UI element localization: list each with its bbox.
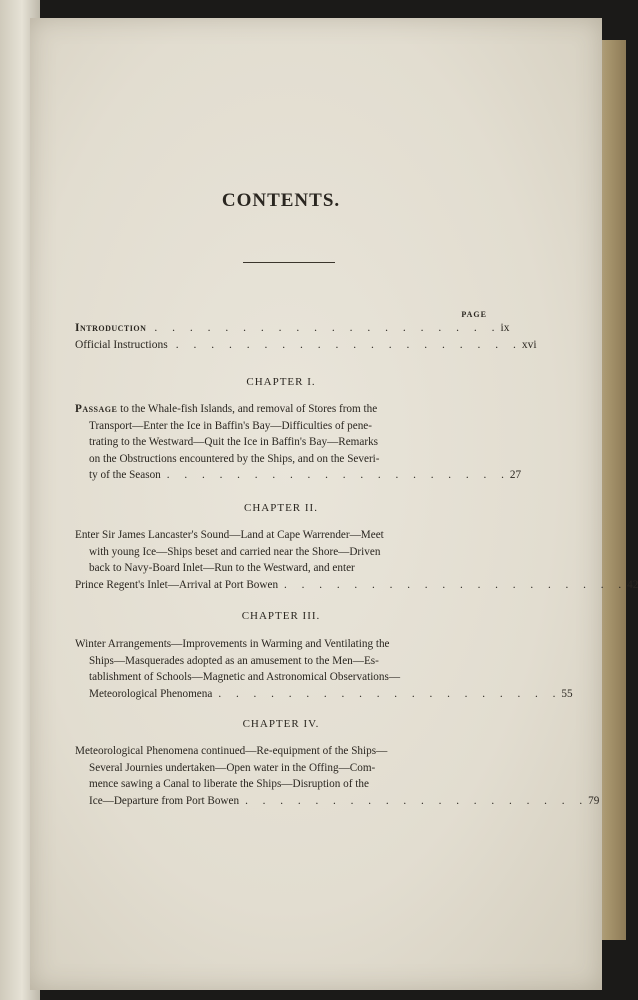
chapter-4-heading: CHAPTER IV. xyxy=(242,718,320,730)
leader-dots: . . . . . . . . . . . . . . . . . . . . xyxy=(218,687,562,700)
entry-label: Official Instructions xyxy=(75,339,168,351)
chapter-3-page: 55 xyxy=(561,687,573,700)
summary-line: Enter Sir James Lancaster's Sound—Land at Cape Warrender—Meet xyxy=(75,529,384,541)
summary-line: to the Whale-fish Islands, and removal of Stores from the xyxy=(117,403,378,415)
chapter-1-page: 27 xyxy=(509,469,522,481)
summary-line: Several Journies undertaken—Open water in the Offing—Com- xyxy=(89,761,376,774)
summary-line: Meteorological Phenomena continued—Re-equipment of the Ships— xyxy=(75,745,388,757)
summary-line: Ships—Masquerades adopted as an amusement to the Men—Es- xyxy=(89,654,379,667)
chapter-3-entry[interactable] xyxy=(75,636,573,702)
leader-dots: . . . . . . . . . . . . . . . . . . . . xyxy=(284,578,628,591)
summary-line: Prince Regent's Inlet—Arrival at Port Bowen xyxy=(75,578,279,591)
title-rule xyxy=(243,262,335,263)
summary-line: trating to the Westward—Quit the Ice in Baffin's Bay—Remarks xyxy=(89,436,379,448)
chapter-4-page: 79 xyxy=(588,794,600,807)
page-title: CONTENTS. xyxy=(221,190,341,211)
summary-line: mence sawing a Canal to liberate the Ships—Disruption of the xyxy=(89,778,369,790)
toc-entry-introduction[interactable] xyxy=(75,320,510,336)
entry-label: Introduction xyxy=(75,322,147,334)
chapter-3-heading: CHAPTER III. xyxy=(241,610,321,622)
contents-page xyxy=(30,18,638,990)
leader-dots: . . . . . . . . . . . . . . . . . . . . xyxy=(175,339,522,351)
chapter-4-entry[interactable] xyxy=(75,743,600,809)
chapter-2-heading: CHAPTER II. xyxy=(244,502,318,514)
summary-line: Transport—Enter the Ice in Baffin's Bay—Difficulties of pene- xyxy=(89,419,372,432)
chapter-1-entry[interactable] xyxy=(75,401,522,484)
leader-dots: . . . . . . . . . . . . . . . . . . . . xyxy=(154,322,501,334)
toc-entry-official-instructions[interactable] xyxy=(75,337,537,353)
summary-line: ty of the Season xyxy=(89,469,161,481)
summary-line: Winter Arrangements—Improvements in Warming and Ventilating the xyxy=(75,638,390,650)
summary-line: Ice—Departure from Port Bowen xyxy=(89,794,240,807)
chapter-1-first-word: Passage xyxy=(75,403,118,415)
entry-page: ix xyxy=(500,322,510,334)
leader-dots: . . . . . . . . . . . . . . . . . . . . xyxy=(245,794,589,807)
summary-line: with young Ice—Ships beset and carried near the Shore—Driven xyxy=(89,545,381,558)
entry-page: xvi xyxy=(521,339,537,351)
chapter-2-page: 42 xyxy=(627,578,638,591)
summary-line: back to Navy-Board Inlet—Run to the Westward, and enter xyxy=(89,562,355,574)
chapter-1-heading: CHAPTER I. xyxy=(246,376,316,388)
chapter-2-entry[interactable] xyxy=(75,527,638,593)
page-column-label: PAGE xyxy=(461,310,487,319)
summary-line: tablishment of Schools—Magnetic and Astronomical Observations— xyxy=(89,671,401,683)
summary-line: on the Obstructions encountered by the Ships, and on the Severi- xyxy=(89,452,380,465)
summary-line: Meteorological Phenomena xyxy=(89,687,213,700)
leader-dots: . . . . . . . . . . . . . . . . . . . . xyxy=(166,469,510,481)
